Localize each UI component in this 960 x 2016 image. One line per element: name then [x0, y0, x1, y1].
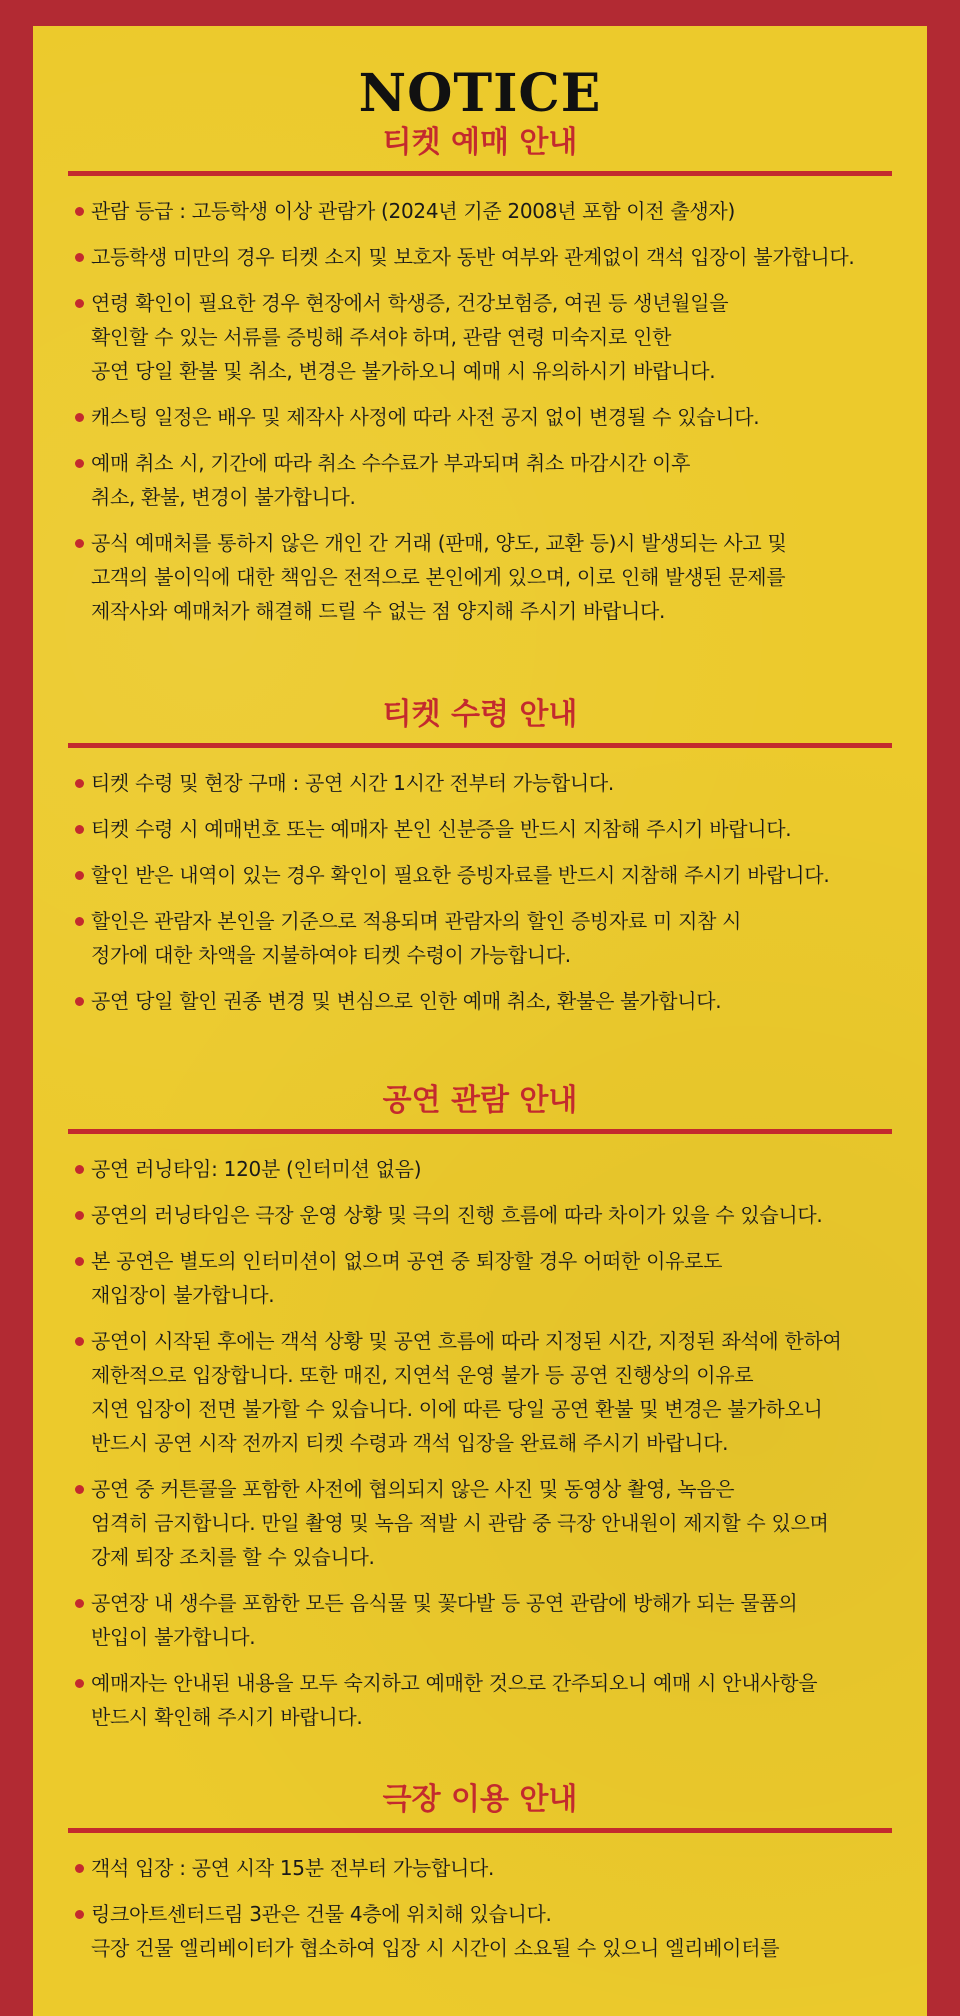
section-heading: 티켓 수령 안내 — [382, 697, 578, 732]
notice-item: 공연장 내 생수를 포함한 모든 음식물 및 꽃다발 등 공연 관람에 방해가 되는 물품의 반입이 불가합니다. — [91, 1586, 927, 1654]
notice-item: 티켓 수령 및 현장 구매 : 공연 시간 1시간 전부터 가능합니다. — [91, 766, 927, 800]
notice-list — [33, 766, 927, 1018]
notice-item: 예매 취소 시, 기간에 따라 취소 수수료가 부과되며 취소 마감시간 이후 취소, 환불, 변경이 불가합니다. — [91, 446, 927, 514]
notice-item: 공연 러닝타임: 120분 (인터미션 없음) — [91, 1152, 927, 1186]
notice-section — [33, 123, 927, 628]
notice-item: 공식 예매처를 통하지 않은 개인 간 거래 (판매, 양도, 교환 등)시 발생되는 사고 및 고객의 불이익에 대한 책임은 전적으로 본인에게 있으며, 이로 인해 발생된 문제를 제작사와 예매처가 해결해 드릴 수 없는 점 양지해 주시기 바랍니다. — [91, 526, 927, 628]
notice-item: 예매자는 안내된 내용을 모두 숙지하고 예매한 것으로 간주되오니 예매 시 안내사항을 반드시 확인해 주시기 바랍니다. — [91, 1666, 927, 1734]
notice-item: 공연의 러닝타임은 극장 운영 상황 및 극의 진행 흐름에 따라 차이가 있을 수 있습니다. — [91, 1198, 927, 1232]
notice-item: 본 공연은 별도의 인터미션이 없으며 공연 중 퇴장할 경우 어떠한 이유로도 재입장이 불가합니다. — [91, 1244, 927, 1312]
notice-paper — [33, 26, 927, 2016]
section-divider — [68, 743, 892, 748]
notice-list — [33, 1152, 927, 1734]
notice-item: 공연 중 커튼콜을 포함한 사전에 협의되지 않은 사진 및 동영상 촬영, 녹음은 엄격히 금지합니다. 만일 촬영 및 녹음 적발 시 관람 중 극장 안내원이 제지할 수 있으며 강제 퇴장 조치를 할 수 있습니다. — [91, 1472, 927, 1574]
notice-item: 티켓 수령 시 예매번호 또는 예매자 본인 신분증을 반드시 지참해 주시기 바랍니다. — [91, 812, 927, 846]
notice-item: 고등학생 미만의 경우 티켓 소지 및 보호자 동반 여부와 관계없이 객석 입장이 불가합니다. — [91, 240, 927, 274]
section-heading: 극장 이용 안내 — [382, 1782, 578, 1817]
notice-item: 객석 입장 : 공연 시작 15분 전부터 가능합니다. — [91, 1851, 927, 1885]
notice-item: 관람 등급 : 고등학생 이상 관람가 (2024년 기준 2008년 포함 이전 출생자) — [91, 194, 927, 228]
page-title: NOTICE — [358, 63, 602, 124]
notice-item: 공연 당일 할인 권종 변경 및 변심으로 인한 예매 취소, 환불은 불가합니다. — [91, 984, 927, 1018]
section-divider — [68, 171, 892, 176]
notice-item: 할인 받은 내역이 있는 경우 확인이 필요한 증빙자료를 반드시 지참해 주시기 바랍니다. — [91, 858, 927, 892]
section-heading: 공연 관람 안내 — [382, 1083, 578, 1118]
notice-section — [33, 695, 927, 1018]
notice-item: 캐스팅 일정은 배우 및 제작사 사정에 따라 사전 공지 없이 변경될 수 있습니다. — [91, 400, 927, 434]
notice-item: 연령 확인이 필요한 경우 현장에서 학생증, 건강보험증, 여권 등 생년월일을 확인할 수 있는 서류를 증빙해 주셔야 하며, 관람 연령 미숙지로 인한 공연 당일 환불 및 취소, 변경은 불가하오니 예매 시 유의하시기 바랍니다. — [91, 286, 927, 388]
notice-item: 공연이 시작된 후에는 객석 상황 및 공연 흐름에 따라 지정된 시간, 지정된 좌석에 한하여 제한적으로 입장합니다. 또한 매진, 지연석 운영 불가 등 공연 진행상의 이유로 지연 입장이 전면 불가할 수 있습니다. 이에 따른 당일 공연 환불 및 변경은 불가하오니 반드시 공연 시작 전까지 티켓 수령과 객석 입장을 완료해 주시기 바랍니다. — [91, 1324, 927, 1460]
notice-item: 링크아트센터드림 3관은 건물 4층에 위치해 있습니다. 극장 건물 엘리베이터가 협소하여 입장 시 시간이 소요될 수 있으니 엘리베이터를 — [91, 1897, 927, 1965]
section-heading: 티켓 예매 안내 — [382, 125, 578, 160]
notice-item: 할인은 관람자 본인을 기준으로 적용되며 관람자의 할인 증빙자료 미 지참 시 정가에 대한 차액을 지불하여야 티켓 수령이 가능합니다. — [91, 904, 927, 972]
section-divider — [68, 1828, 892, 1833]
notice-list — [33, 194, 927, 628]
section-divider — [68, 1129, 892, 1134]
notice-list — [33, 1851, 927, 1965]
notice-section — [33, 1081, 927, 1734]
notice-section — [33, 1780, 927, 1965]
